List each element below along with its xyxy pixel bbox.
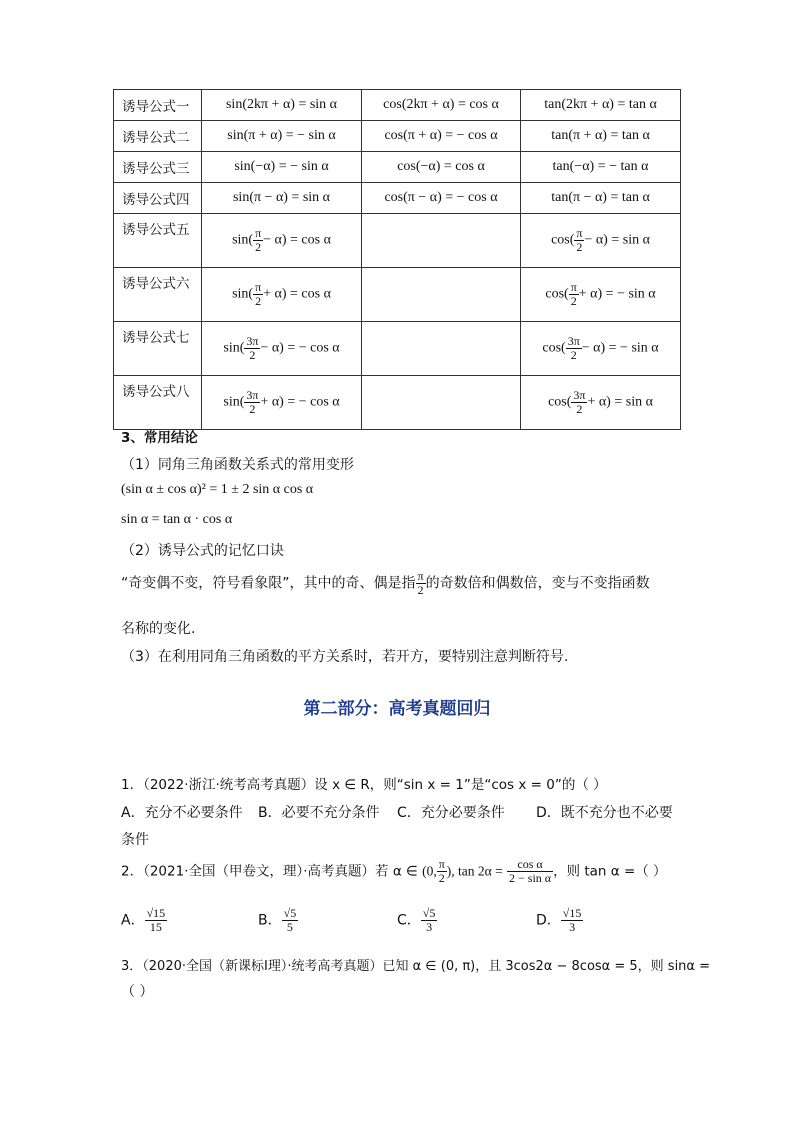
- option-d-continued: 条件: [121, 832, 149, 848]
- option-c: C．充分必要条件: [397, 805, 505, 821]
- formula-name: 诱导公式四: [114, 183, 202, 214]
- mnemonic-line: “奇变偶不变，符号看象限”，其中的奇、偶是指 $\frac{\pi}{2}$ 的奇数倍和偶数倍，变与不变指函数: [121, 569, 650, 597]
- formula-name: 诱导公式一: [114, 90, 202, 121]
- paragraph: （2）诱导公式的记忆口诀: [121, 543, 284, 559]
- formula-line: (sin α ± cos α)² = 1 ± 2 sin α cos α: [121, 482, 314, 497]
- fraction: $\frac{√5}{5}$: [283, 906, 297, 934]
- sin-formula: sin( $\frac{3\pi}{2}$ + α) = − cos α: [202, 376, 362, 430]
- sin-formula: sin(π − α) = sin α: [202, 183, 362, 214]
- cos-formula: cos(π − α) = − cos α: [362, 183, 521, 214]
- table-row: [114, 152, 681, 183]
- fraction: $\frac{\pi}{2}$: [570, 280, 577, 308]
- fraction: $\frac{\pi}{2}$: [255, 226, 262, 254]
- fraction: $\frac{\pi}{2}$: [417, 569, 424, 597]
- fraction: $\frac{\pi}{2}$: [255, 280, 262, 308]
- fraction: $\frac{\pi}{2}$: [438, 857, 445, 885]
- tan-formula: tan(π + α) = tan α: [521, 121, 681, 152]
- question-stem: 1．（2022·浙江·统考高考真题）设 x ∈ R，则“sin x = 1”是“cos x = 0”的（ ）: [121, 777, 607, 793]
- formula-name: 诱导公式三: [114, 152, 202, 183]
- formula-name: 诱导公式八: [114, 376, 202, 430]
- tan-formula: tan(−α) = − tan α: [521, 152, 681, 183]
- table-row: [114, 90, 681, 121]
- fraction: $\frac{3\pi}{2}$: [567, 334, 580, 362]
- fraction: $\frac{\text{cos α}}{\text{2 − sin α}}$: [509, 857, 552, 885]
- sin-formula: sin(2kπ + α) = sin α: [202, 90, 362, 121]
- option-a: A．充分不必要条件: [121, 805, 243, 821]
- cos-formula: cos( $\frac{\pi}{2}$ − α) = sin α: [521, 214, 681, 268]
- sin-formula: sin( $\frac{3\pi}{2}$ − α) = − cos α: [202, 322, 362, 376]
- fraction: $\frac{√5}{3}$: [422, 906, 436, 934]
- paragraph: （3）在利用同角三角函数的平方关系时，若开方，要特别注意判断符号.: [121, 649, 569, 665]
- paragraph: （1）同角三角函数关系式的常用变形: [121, 457, 354, 473]
- fraction: $\frac{3\pi}{2}$: [573, 388, 586, 416]
- option-c: C． $\frac{√5}{3}$: [397, 906, 436, 934]
- formula-name: 诱导公式六: [114, 268, 202, 322]
- question-stem: 2．（2021·全国（甲卷文，理）·高考真题）若 α ∈ (0, $\frac{\pi}{2}$ ), tan 2α = $\frac{\text{cos α}}{\text{2 − sin α}}$ ，则 tan α =（ ）: [121, 857, 667, 885]
- question-stem-continued: （ ）: [121, 984, 154, 1000]
- table-row: [114, 183, 681, 214]
- cos-formula: cos( $\frac{3\pi}{2}$ + α) = sin α: [521, 376, 681, 430]
- part-heading: 第二部分：高考真题回归: [303, 699, 491, 719]
- paragraph: 名称的变化.: [121, 621, 196, 637]
- option-a: A． $\frac{√15}{15}$: [121, 906, 166, 934]
- table-row: [114, 121, 681, 152]
- formula-name: 诱导公式五: [114, 214, 202, 268]
- tan-formula: tan(2kπ + α) = tan α: [521, 90, 681, 121]
- sin-formula: sin(−α) = − sin α: [202, 152, 362, 183]
- fraction: $\frac{√15}{15}$: [146, 906, 166, 934]
- cos-formula: cos( $\frac{\pi}{2}$ + α) = − sin α: [521, 268, 681, 322]
- cos-formula: cos(2kπ + α) = cos α: [362, 90, 521, 121]
- cos-formula: cos(−α) = cos α: [362, 152, 521, 183]
- induction-formula-table: [113, 89, 681, 430]
- fraction: $\frac{3\pi}{2}$: [246, 334, 259, 362]
- table-row: [114, 376, 681, 430]
- sin-formula: sin( $\frac{\pi}{2}$ − α) = cos α: [202, 214, 362, 268]
- empty-cell: [362, 376, 521, 430]
- empty-cell: [362, 268, 521, 322]
- table-row: [114, 268, 681, 322]
- fraction: $\frac{3\pi}{2}$: [246, 388, 259, 416]
- option-d: D．既不充分也不必要: [536, 805, 673, 821]
- option-b: B． $\frac{√5}{5}$: [258, 906, 297, 934]
- sin-formula: sin(π + α) = − sin α: [202, 121, 362, 152]
- fraction: $\frac{√15}{3}$: [562, 906, 582, 934]
- empty-cell: [362, 322, 521, 376]
- table-row: [114, 214, 681, 268]
- table-row: [114, 322, 681, 376]
- formula-line: sin α = tan α · cos α: [121, 512, 233, 527]
- tan-formula: tan(π − α) = tan α: [521, 183, 681, 214]
- option-b: B．必要不充分条件: [258, 805, 380, 821]
- option-d: D． $\frac{√15}{3}$: [536, 906, 582, 934]
- fraction: $\frac{\pi}{2}$: [576, 226, 583, 254]
- section-title: 3、常用结论: [121, 430, 198, 446]
- formula-name: 诱导公式二: [114, 121, 202, 152]
- cos-formula: cos( $\frac{3\pi}{2}$ − α) = − sin α: [521, 322, 681, 376]
- empty-cell: [362, 214, 521, 268]
- formula-name: 诱导公式七: [114, 322, 202, 376]
- cos-formula: cos(π + α) = − cos α: [362, 121, 521, 152]
- sin-formula: sin( $\frac{\pi}{2}$ + α) = cos α: [202, 268, 362, 322]
- question-stem: 3．（2020·全国（新课标Ⅰ理）·统考高考真题）已知 α ∈ (0, π)，且 3cos2α − 8cosα = 5，则 sinα =: [121, 959, 711, 974]
